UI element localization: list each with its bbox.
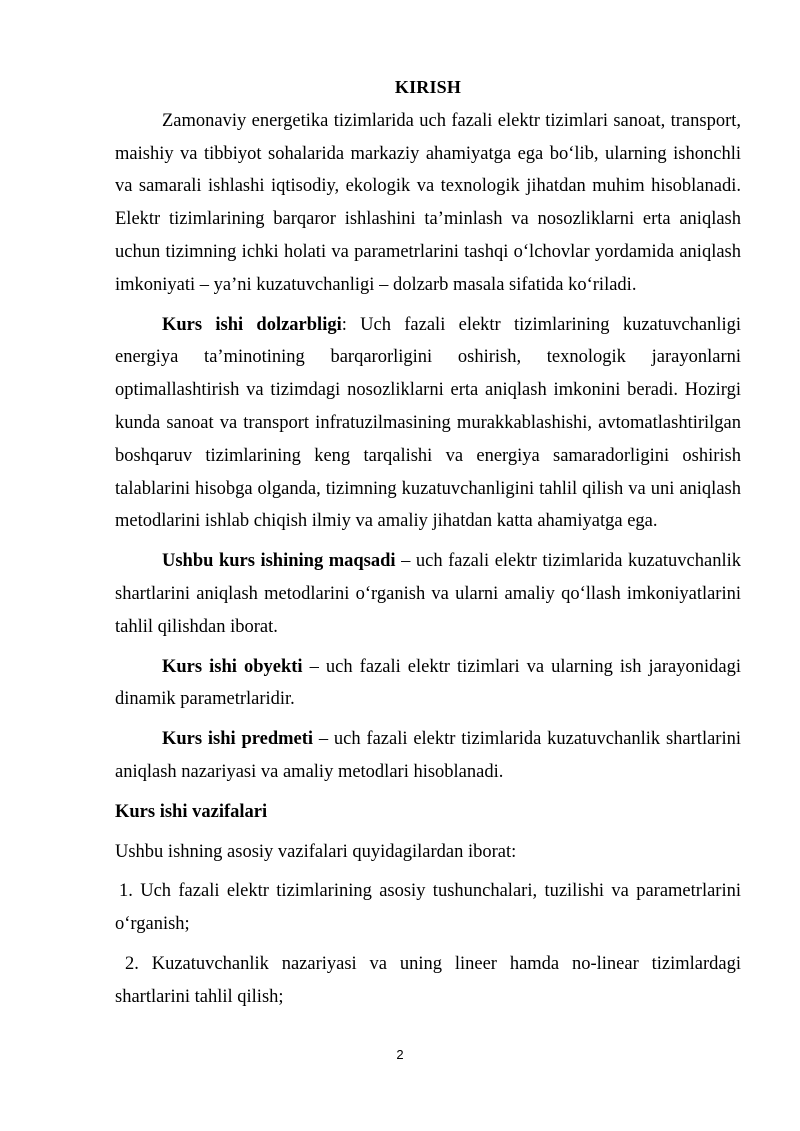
goal-label: Ushbu kurs ishining maqsadi (162, 551, 396, 572)
subject-paragraph (115, 723, 741, 789)
tasks-intro: Ushbu ishning asosiy vazifalari quyidagilardan iborat: (115, 841, 517, 862)
relevance-paragraph (115, 309, 741, 539)
relevance-label: Kurs ishi dolzarbligi (162, 314, 342, 335)
object-label: Kurs ishi obyekti (162, 656, 303, 677)
intro-paragraph: Zamonaviy energetika tizimlarida uch fazali elektr tizimlari sanoat, transport, maishiy va tibbiyot sohalarida markaziy ahamiyatga ega bo‘lib, ularning ishonchli va samarali ishlashi iqtisodiy, ekologik va texnologik jihatdan muhim hisoblanadi. Elektr tizimlarining barqaror ishlashini ta’minlash va nosozliklarni erta aniqlash uchun tizimning ichki holati va parametrlarini tashqi o‘lchovlar yordamida aniqlash imkoniyati – ya’ni kuzatuvchanligi – dolzarb masala sifatida ko‘riladi. (115, 110, 741, 295)
section-title: KIRISH (394, 77, 462, 97)
page-content (115, 71, 741, 1014)
page-number: 2 (396, 1047, 404, 1062)
relevance-text: : Uch fazali elektr tizimlarining kuzatuvchanligi energiya ta’minotining barqarorligini oshirish, texnologik jarayonlarni optimallashtirish va tizimdagi nosozliklarni erta aniqlash imkonini beradi. Hozirgi kunda sanoat va transport infratuzilmasining murakkablashishi, avtomatlashtirilgan boshqaruv tizimlarining keng tarqalishi va energiya samaradorligini oshirish talablarini hisobga olganda, tizimning kuzatuvchanligini tahlil qilish va uni aniqlash metodlarini ishlab chiqish ilmiy va amaliy jihatdan katta ahamiyatga ega. (115, 314, 741, 532)
subject-label: Kurs ishi predmeti (162, 729, 314, 750)
tasks-heading: Kurs ishi vazifalari (115, 801, 268, 822)
subject-text: – uch fazali elektr tizimlarida kuzatuvchanlik shartlarini aniqlash nazariyasi va amaliy metodlari hisoblanadi. (115, 729, 741, 782)
goal-text: – uch fazali elektr tizimlarida kuzatuvchanlik shartlarini aniqlash metodlarini o‘rganish va ularni amaliy qo‘llash imkoniyatlarini tahlil qilishdan iborat. (115, 551, 742, 637)
goal-paragraph (115, 545, 741, 643)
object-text: – uch fazali elektr tizimlari va ularning ish jarayonidagi dinamik parametrlaridir. (115, 656, 741, 710)
object-paragraph (115, 651, 741, 717)
task-item-1: 1. Uch fazali elektr tizimlarining asosiy tushunchalari, tuzilishi va parametrlarini o‘rganish; (115, 881, 741, 935)
task-item-2: 2. Kuzatuvchanlik nazariyasi va uning lineer hamda no-linear tizimlardagi shartlarini tahlil qilish; (115, 953, 741, 1007)
